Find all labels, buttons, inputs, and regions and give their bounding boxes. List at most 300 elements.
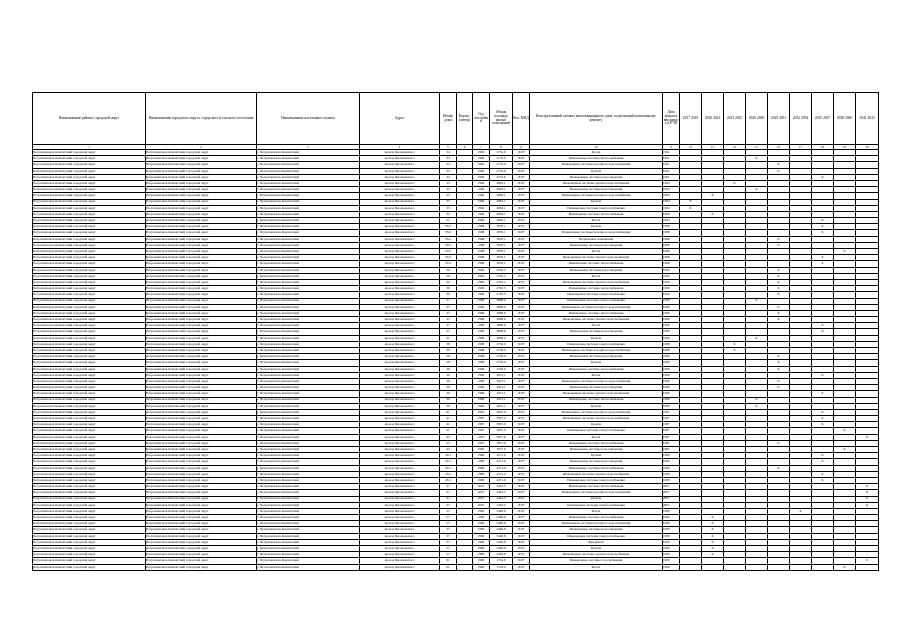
period-cell: X [768,354,790,360]
area-cell: 2792,5 [490,279,513,285]
settlement-cell: Петропавловск-Камчатский городской округ [146,292,257,298]
element-cell: Инженерные системы электроснабжения [530,205,663,211]
street-cell: проезд Циолковского [360,533,440,539]
count-cell: 16 87 [513,508,530,514]
building-cell [457,564,473,570]
count-cell: 16 87 [513,292,530,298]
column-header: 2029 2031 [768,93,790,145]
date-cell: 1984 [663,180,680,186]
locality-cell: г. Петропавловск-Камчатский [257,174,360,180]
settlement-cell: Петропавловск-Камчатский городской округ [146,428,257,434]
street-cell: проезд Циолковского [360,292,440,298]
district-cell: Петропавловск-Камчатский городской округ [33,422,146,428]
element-cell: Инженерные системы горячего водоснабжения [530,391,663,397]
column-header: Наименование городского округа, городского (сельского) поселения [146,93,257,145]
house-cell: 35/2 [440,224,457,230]
street-cell: проезд Циолковского [360,558,440,564]
element-cell: Инженерные системы холодного водоснабжения [530,230,663,236]
house-cell: 35 [440,199,457,205]
house-cell: 41 [440,416,457,422]
settlement-cell: Петропавловск-Камчатский городской округ [146,459,257,465]
count-cell: 16 87 [513,230,530,236]
year-cell: 1986 [473,378,490,384]
area-cell: 4863,1 [490,180,513,186]
area-cell: 2813,1 [490,372,513,378]
count-cell: 16 87 [513,459,530,465]
locality-cell: г. Петропавловск-Камчатский [257,477,360,483]
year-cell: 1988 [473,360,490,366]
column-header: 2032 2034 [790,93,812,145]
count-cell: 16 87 [513,317,530,323]
locality-cell: г. Петропавловск-Камчатский [257,558,360,564]
district-cell: Петропавловск-Камчатский городской округ [33,508,146,514]
district-cell: Петропавловск-Камчатский городской округ [33,205,146,211]
year-cell: 1989 [473,477,490,483]
column-index: 12 [680,145,702,150]
street-cell: проезд Циолковского [360,428,440,434]
street-cell: проезд Циолковского [360,459,440,465]
year-cell: 1984 [473,205,490,211]
area-cell: 2868,9 [490,298,513,304]
house-cell: 47 [440,502,457,508]
settlement-cell: Петропавловск-Камчатский городской округ [146,335,257,341]
count-cell: 16 87 [513,335,530,341]
area-cell: 2736,0 [490,341,513,347]
period-cell: X [812,409,834,415]
area-cell: 4863,1 [490,211,513,217]
district-cell: Петропавловск-Камчатский городской округ [33,459,146,465]
period-cell: X [768,465,790,471]
element-cell: Инженерные системы теплоснабжения [530,286,663,292]
year-cell: 1984 [473,180,490,186]
area-cell: 5406,8 [490,552,513,558]
district-cell: Петропавловск-Камчатский городской округ [33,298,146,304]
district-cell: Петропавловск-Камчатский городской округ [33,317,146,323]
count-cell: 16 87 [513,242,530,248]
area-cell: 3876,1 [490,230,513,236]
district-cell: Петропавловск-Камчатский городской округ [33,453,146,459]
date-cell: 1986 [663,298,680,304]
area-cell: 4271,0 [490,471,513,477]
district-cell: Петропавловск-Камчатский городской округ [33,397,146,403]
year-cell: 1987 [473,416,490,422]
period-cell: X [768,267,790,273]
element-cell: Инженерные системы водоотведения [530,329,663,335]
locality-cell: г. Петропавловск-Камчатский [257,496,360,502]
period-cell: X [768,279,790,285]
period-cell: X [856,502,879,508]
count-cell: 16 87 [513,286,530,292]
date-cell: 1987 [663,447,680,453]
period-cell: X [768,317,790,323]
district-cell: Петропавловск-Камчатский городской округ [33,261,146,267]
count-cell: 16 87 [513,527,530,533]
element-cell: Инженерные системы теплоснабжения [530,484,663,490]
locality-cell: г. Петропавловск-Камчатский [257,273,360,279]
element-cell: Кровля [530,360,663,366]
count-cell: 16 87 [513,354,530,360]
area-cell: 2736,0 [490,366,513,372]
count-cell: 16 87 [513,403,530,409]
year-cell: 1980 [473,558,490,564]
locality-cell: г. Петропавловск-Камчатский [257,484,360,490]
count-cell: 16 87 [513,193,530,199]
period-cell: X [812,329,834,335]
street-cell: проезд Циолковского [360,150,440,156]
district-cell: Петропавловск-Камчатский городской округ [33,230,146,236]
period-cell [724,564,746,570]
house-cell: 57 [440,515,457,521]
district-cell: Петропавловск-Камчатский городской округ [33,218,146,224]
period-cell: X [768,286,790,292]
element-cell: Подвальные помещения [530,236,663,242]
period-cell: X [812,174,834,180]
column-index: 15 [746,145,768,150]
district-cell: Петропавловск-Камчатский городской округ [33,292,146,298]
period-cell: X [812,459,834,465]
district-cell: Петропавловск-Камчатский городской округ [33,372,146,378]
district-cell: Петропавловск-Камчатский городской округ [33,490,146,496]
element-cell: Инженерные системы горячего водоснабжения [530,552,663,558]
street-cell: проезд Циолковского [360,261,440,267]
settlement-cell: Петропавловск-Камчатский городской округ [146,465,257,471]
year-cell: 1980 [473,508,490,514]
area-cell: 4863,1 [490,199,513,205]
district-cell: Петропавловск-Камчатский городской округ [33,168,146,174]
element-cell: Инженерные системы теплоснабжения [530,310,663,316]
count-cell: 16 87 [513,409,530,415]
year-cell: 1988 [473,366,490,372]
column-header: Корпус (литер) [457,93,473,145]
period-cell: X [768,292,790,298]
period-cell: X [702,527,724,533]
element-cell: Инженерные системы холодного водоснабжения [530,304,663,310]
house-cell: 38 [440,366,457,372]
street-cell: проезд Циолковского [360,552,440,558]
count-cell: 16 87 [513,546,530,552]
count-cell: 16 87 [513,273,530,279]
count-cell: 16 87 [513,434,530,440]
street-cell: проезд Циолковского [360,422,440,428]
count-cell: 16 87 [513,422,530,428]
street-cell: проезд Циолковского [360,465,440,471]
settlement-cell: Петропавловск-Камчатский городской округ [146,385,257,391]
column-header: Номер дома [440,93,457,145]
district-cell: Петропавловск-Камчатский городской округ [33,249,146,255]
period-cell: X [812,453,834,459]
district-cell: Петропавловск-Камчатский городской округ [33,416,146,422]
street-cell: проезд Циолковского [360,409,440,415]
area-cell: 2736,0 [490,348,513,354]
area-cell: 2752,6 [490,168,513,174]
house-cell: 43/1 [440,471,457,477]
period-cell: X [768,273,790,279]
house-cell: 43/1 [440,477,457,483]
street-cell: проезд Циолковского [360,162,440,168]
date-cell: 1984 [663,205,680,211]
count-cell: 16 87 [513,558,530,564]
element-cell: Инженерные системы холодного водоснабжения [530,378,663,384]
street-cell: проезд Циолковского [360,508,440,514]
house-cell: 36 [440,273,457,279]
element-cell: Инженерные системы водоотведения [530,187,663,193]
street-cell: проезд Циолковского [360,385,440,391]
street-cell: проезд Циолковского [360,366,440,372]
street-cell: проезд Циолковского [360,521,440,527]
locality-cell: г. Петропавловск-Камчатский [257,304,360,310]
locality-cell: г. Петропавловск-Камчатский [257,317,360,323]
street-cell: проезд Циолковского [360,416,440,422]
date-cell: 1988 [663,366,680,372]
year-cell: 1987 [473,409,490,415]
year-cell: 1984 [473,199,490,205]
settlement-cell: Петропавловск-Камчатский городской округ [146,255,257,261]
settlement-cell: Петропавловск-Камчатский городской округ [146,162,257,168]
locality-cell: г. Петропавловск-Камчатский [257,286,360,292]
settlement-cell: Петропавловск-Камчатский городской округ [146,150,257,156]
house-cell: 34 [440,168,457,174]
area-cell: 2868,9 [490,323,513,329]
locality-cell: г. Петропавловск-Камчатский [257,366,360,372]
street-cell: проезд Циолковского [360,193,440,199]
locality-cell: г. Петропавловск-Камчатский [257,224,360,230]
element-cell: Инженерные системы электроснабжения [530,428,663,434]
year-cell: 1990 [473,292,490,298]
area-cell: 5406,8 [490,546,513,552]
element-cell: Инженерные системы водоотведения [530,242,663,248]
date-cell: 1989 [663,453,680,459]
header-row [33,93,879,145]
house-cell: 39 [440,372,457,378]
area-cell: 2792,5 [490,292,513,298]
area-cell: 2736,0 [490,360,513,366]
column-header: Адрес [360,93,440,145]
year-cell: 1987 [473,428,490,434]
year-cell: 1990 [473,150,490,156]
period-cell: X [702,533,724,539]
area-cell: 3876,1 [490,242,513,248]
area-cell: 2792,5 [490,286,513,292]
year-cell: 1990 [473,273,490,279]
count-cell: 16 87 [513,180,530,186]
year-cell: 1988 [473,249,490,255]
count-cell: 16 87 [513,329,530,335]
column-header: Конструктивный элемент многоквартирного дома, подлежащий капитальному ремонту [530,93,663,145]
area-cell: 4271,0 [490,459,513,465]
district-cell: Петропавловск-Камчатский городской округ [33,156,146,162]
period-cell: X [746,335,768,341]
period-cell [856,564,879,570]
date-cell: 1989 [663,471,680,477]
year-cell: 1990 [473,156,490,162]
period-cell: X [856,434,879,440]
column-header: 2035 2037 [812,93,834,145]
street-cell: проезд Циолковского [360,397,440,403]
house-cell: 61 [440,558,457,564]
area-cell: 2443,5 [490,496,513,502]
spreadsheet-page [32,92,878,571]
street-cell: проезд Циолковского [360,180,440,186]
count-cell: 16 87 [513,267,530,273]
count-cell: 16 87 [513,174,530,180]
district-cell: Петропавловск-Камчатский городской округ [33,193,146,199]
element-cell: Фундамент [530,539,663,545]
locality-cell: г. Петропавловск-Камчатский [257,521,360,527]
settlement-cell: Петропавловск-Камчатский городской округ [146,317,257,323]
area-cell: 2443,5 [490,502,513,508]
street-cell: проезд Циолковского [360,168,440,174]
settlement-cell: Петропавловск-Камчатский городской округ [146,180,257,186]
settlement-cell: Петропавловск-Камчатский городской округ [146,224,257,230]
street-cell: проезд Циолковского [360,242,440,248]
district-cell: Петропавловск-Камчатский городской округ [33,564,146,570]
period-cell: X [812,323,834,329]
date-cell: 1988 [663,360,680,366]
period-cell: X [768,385,790,391]
district-cell: Петропавловск-Камчатский городской округ [33,310,146,316]
column-header: Наименование населенного пункта [257,93,360,145]
area-cell: 2813,1 [490,391,513,397]
locality-cell: г. Петропавловск-Камчатский [257,205,360,211]
date-cell: 1989 [663,459,680,465]
settlement-cell: Петропавловск-Камчатский городской округ [146,310,257,316]
date-cell: 1984 [663,211,680,217]
period-cell: X [724,341,746,347]
area-cell: 3837,0 [490,409,513,415]
area-cell: 4271,0 [490,453,513,459]
date-cell: 1987 [663,409,680,415]
count-cell: 16 87 [513,521,530,527]
date-cell: 1986 [663,403,680,409]
house-cell: 57 [440,533,457,539]
date-cell: 1986 [663,329,680,335]
area-cell: 2752,6 [490,156,513,162]
period-cell: X [812,230,834,236]
element-cell: Инженерные системы холодного водоснабжения [530,521,663,527]
locality-cell: г. Петропавловск-Камчатский [257,323,360,329]
area-cell: 2752,6 [490,150,513,156]
count-cell: 16 87 [513,440,530,446]
element-cell: Фасад [530,218,663,224]
district-cell: Петропавловск-Камчатский городской округ [33,304,146,310]
date-cell: 1984 [663,199,680,205]
settlement-cell: Петропавловск-Камчатский городской округ [146,447,257,453]
element-cell: Фасад [530,249,663,255]
settlement-cell: Петропавловск-Камчатский городской округ [146,552,257,558]
locality-cell: г. Петропавловск-Камчатский [257,150,360,156]
date-cell: 1980 [663,558,680,564]
period-cell [680,564,702,570]
column-index: 5 [440,145,457,150]
area-cell: 3837,0 [490,422,513,428]
house-cell: 38 [440,360,457,366]
year-cell: 1989 [473,453,490,459]
area-cell: 3876,1 [490,236,513,242]
element-cell: Кровля [530,453,663,459]
area-cell: 4863,1 [490,187,513,193]
house-cell: 37 [440,323,457,329]
year-cell: 1980 [473,539,490,545]
area-cell: 3837,0 [490,428,513,434]
area-cell: 3876,1 [490,249,513,255]
period-cell: X [724,180,746,186]
area-cell: 2868,9 [490,304,513,310]
period-cell [702,564,724,570]
settlement-cell: Петропавловск-Камчатский городской округ [146,403,257,409]
year-cell: 1988 [473,255,490,261]
element-cell: Инженерные системы газоснабжения [530,558,663,564]
table-row [33,564,879,570]
house-cell: 35/2 [440,261,457,267]
element-cell: Кровля [530,199,663,205]
date-cell: 1980 [663,527,680,533]
locality-cell: г. Петропавловск-Камчатский [257,267,360,273]
locality-cell: г. Петропавловск-Камчатский [257,180,360,186]
year-cell: 1986 [473,329,490,335]
house-cell: 39 [440,385,457,391]
year-cell: 1990 [473,267,490,273]
street-cell: проезд Циолковского [360,236,440,242]
district-cell: Петропавловск-Камчатский городской округ [33,348,146,354]
date-cell: 1990 [663,279,680,285]
period-cell: X [746,403,768,409]
house-cell: 34 [440,162,457,168]
settlement-cell: Петропавловск-Камчатский городской округ [146,211,257,217]
settlement-cell: Петропавловск-Камчатский городской округ [146,508,257,514]
street-cell: проезд Циолковского [360,286,440,292]
area-cell: 2868,9 [490,310,513,316]
area-cell: 2736,0 [490,354,513,360]
period-cell: X [680,199,702,205]
house-cell: 39 [440,391,457,397]
district-cell: Петропавловск-Камчатский городской округ [33,354,146,360]
locality-cell: г. Петропавловск-Камчатский [257,490,360,496]
house-cell: 35 [440,180,457,186]
house-cell: 35 [440,187,457,193]
area-cell: 2752,6 [490,174,513,180]
count-cell: 16 87 [513,453,530,459]
period-cell: X [768,378,790,384]
year-cell: 1984 [473,187,490,193]
settlement-cell: Петропавловск-Камчатский городской округ [146,533,257,539]
settlement-cell: Петропавловск-Камчатский городской округ [146,205,257,211]
column-index: 8 [490,145,513,150]
period-cell: X [812,255,834,261]
year-cell: 1984 [473,218,490,224]
settlement-cell: Петропавловск-Камчатский городской округ [146,174,257,180]
date-cell: 1986 [663,335,680,341]
locality-cell: г. Петропавловск-Камчатский [257,193,360,199]
year-cell: 1987 [473,434,490,440]
settlement-cell: Петропавловск-Камчатский городской округ [146,416,257,422]
district-cell: Петропавловск-Камчатский городской округ [33,378,146,384]
area-cell: 5406,8 [490,521,513,527]
locality-cell: г. Петропавловск-Камчатский [257,391,360,397]
count-cell: 16 87 [513,447,530,453]
date-cell: 1984 [663,187,680,193]
house-cell: 36 [440,292,457,298]
date-cell: 1980 [663,539,680,545]
house-cell: 35/2 [440,242,457,248]
house-cell: 57 [440,527,457,533]
date-cell: 1986 [663,372,680,378]
count-cell: 16 87 [513,428,530,434]
date-cell: 1980 [663,533,680,539]
house-cell: 41 [440,422,457,428]
settlement-cell: Петропавловск-Камчатский городской округ [146,230,257,236]
house-cell: 35/2 [440,255,457,261]
count-cell: 16 87 [513,502,530,508]
